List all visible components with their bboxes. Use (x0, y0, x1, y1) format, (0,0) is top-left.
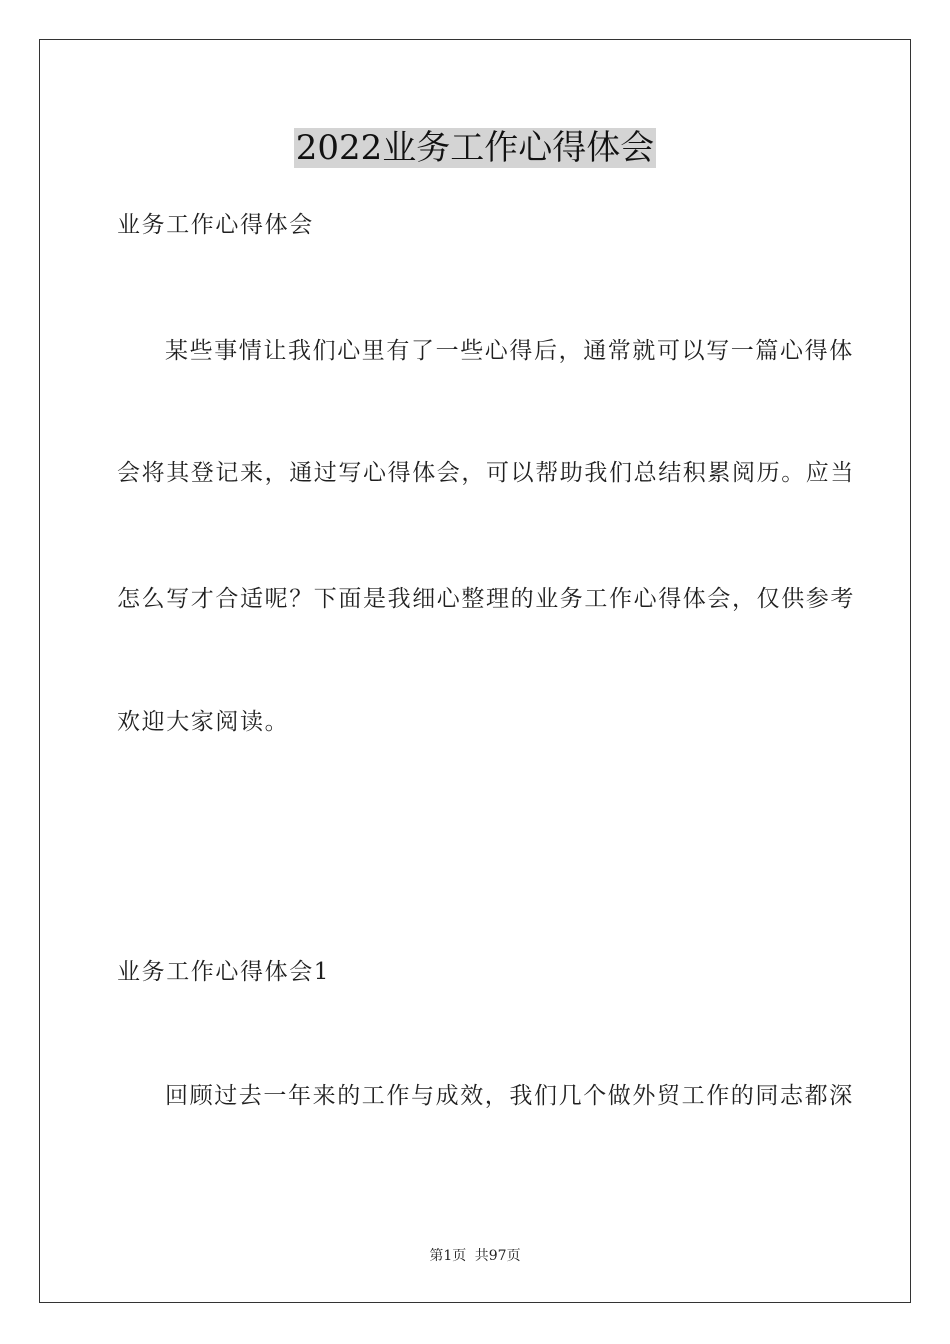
section-heading: 业务工作心得体会 (117, 212, 314, 238)
paragraph-line: 某些事情让我们心里有了一些心得后，通常就可以写一篇心得体 (165, 338, 854, 364)
page-footer (0, 1247, 950, 1265)
document-title: 2022业务工作心得体会 (295, 128, 655, 168)
paragraph-line: 回顾过去一年来的工作与成效，我们几个做外贸工作的同志都深 (165, 1083, 854, 1109)
page-total: 共97页 (474, 1248, 521, 1264)
page-number: 第1页 (429, 1248, 467, 1264)
paragraph-line: 会将其登记来，通过写心得体会，可以帮助我们总结积累阅历。应当 (117, 460, 855, 486)
title-container (0, 128, 950, 168)
paragraph-line: 怎么写才合适呢？下面是我细心整理的业务工作心得体会，仅供参考 (117, 586, 855, 612)
paragraph-line: 欢迎大家阅读。 (117, 709, 290, 735)
section-heading: 业务工作心得体会1 (117, 959, 331, 985)
